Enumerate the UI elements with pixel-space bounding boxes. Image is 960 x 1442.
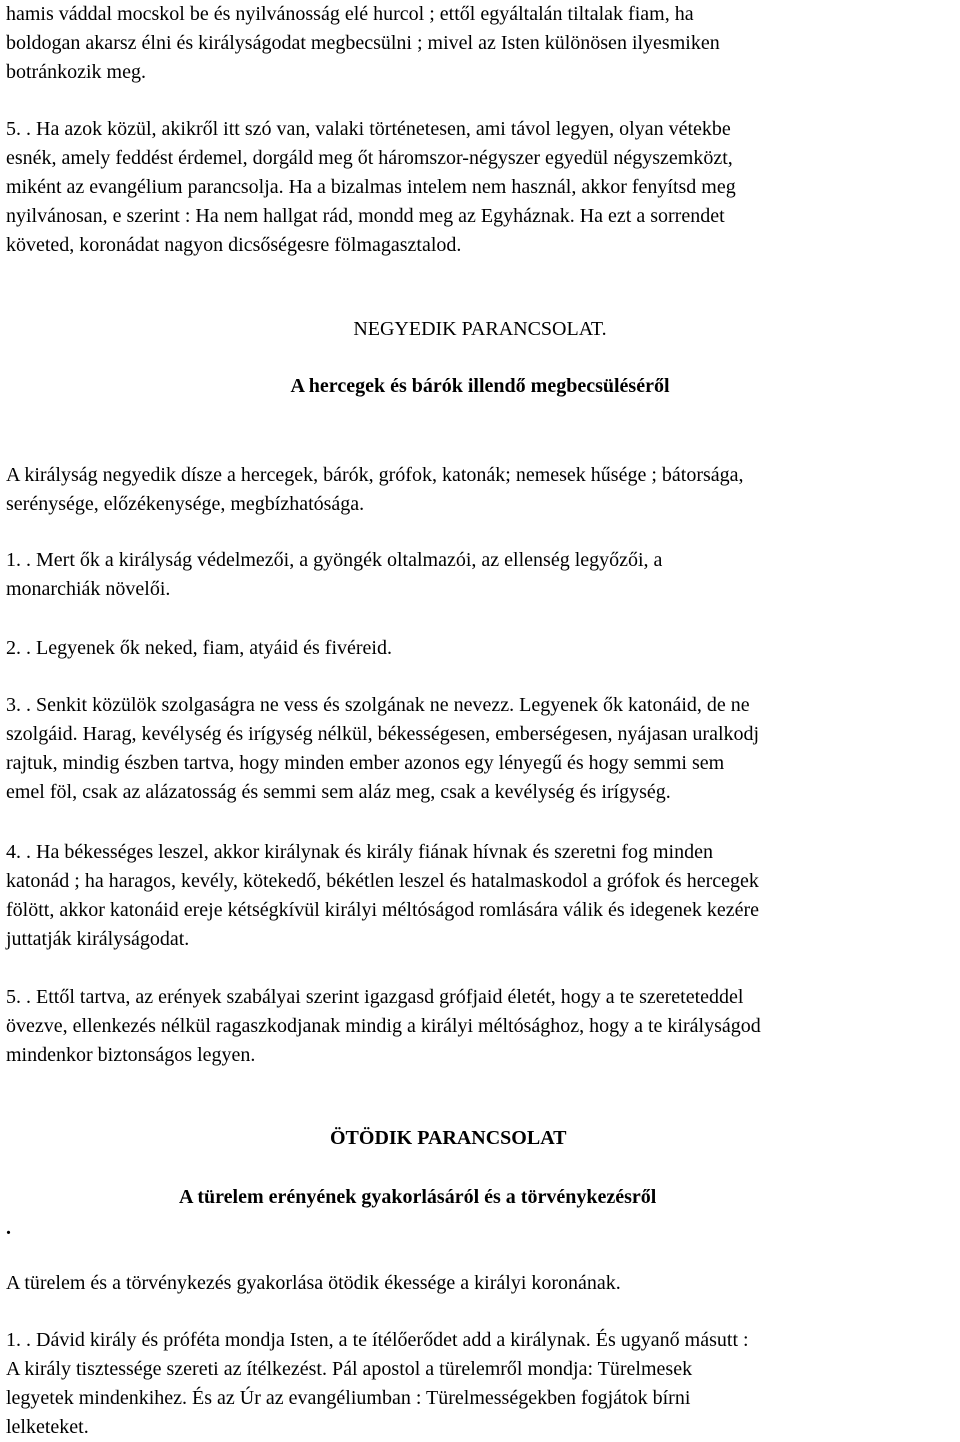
text-line: esnék, amely feddést érdemel, dorgáld meg őt háromszor-négyszer egyedül négyszemközt, bbox=[6, 147, 733, 169]
text-line: boldogan akarsz élni és királyságodat megbecsülni ; mivel az Isten különösen ilyesmiken bbox=[6, 32, 720, 54]
stray-dot: . bbox=[6, 1217, 11, 1239]
fifth-item-1-paragraph bbox=[6, 1326, 749, 1442]
text-line: 2. . Legyenek ők neked, fiam, atyáid és fivéreid. bbox=[6, 637, 392, 659]
text-line: katonád ; ha haragos, kevély, kötekedő, békétlen leszel és hatalmaskodol a grófok és hercegek bbox=[6, 870, 759, 892]
fourth-item-1-paragraph bbox=[6, 546, 662, 604]
text-line: 5. . Ettől tartva, az erények szabályai szerint igazgasd grófjaid életét, hogy a te szereteteddel bbox=[6, 986, 744, 1008]
fourth-item-3-paragraph bbox=[6, 691, 759, 807]
text-line: lelketeket. bbox=[6, 1416, 89, 1438]
text-line: hamis váddal mocskol be és nyilvánosság elé hurcol ; ettől egyáltalán tiltalak fiam, ha bbox=[6, 3, 694, 25]
text-line: szolgáid. Harag, kevélység és irígység nélkül, békességesen, emberségesen, nyájasan uralkodj bbox=[6, 723, 760, 745]
text-line: 1. . Dávid király és próféta mondja Isten, a te ítélőerődet add a királynak. És ugyanő másutt : bbox=[6, 1329, 749, 1351]
item-5-paragraph bbox=[6, 115, 736, 260]
text-line: emel föl, csak az alázatosság és semmi sem aláz meg, csak a kevélység és irígység. bbox=[6, 781, 671, 803]
fifth-commandment-title: ÖTÖDIK PARANCSOLAT bbox=[330, 1127, 567, 1149]
text-line: juttatják királyságodat. bbox=[6, 928, 190, 950]
fourth-item-2-paragraph bbox=[6, 634, 392, 663]
text-line: 4. . Ha békességes leszel, akkor királynak és király fiának hívnak és szeretni fog minden bbox=[6, 841, 713, 863]
text-line: A királyság negyedik dísze a hercegek, bárók, grófok, katonák; nemesek hűsége ; bátorsága, bbox=[6, 464, 744, 486]
text-line: fölött, akkor katonáid ereje kétségkívül királyi méltóságod romlására válik és idegenek kezére bbox=[6, 899, 760, 921]
text-line: legyetek mindenkihez. És az Úr az evangéliumban : Türelmességekben fogjátok bírni bbox=[6, 1387, 691, 1409]
text-line: A király tisztessége szereti az ítélkezést. Pál apostol a türelemről mondja: Türelmesek bbox=[6, 1358, 693, 1380]
intro-paragraph bbox=[6, 0, 720, 87]
text-line: 5. . Ha azok közül, akikről itt szó van, valaki történetesen, ami távol legyen, olyan vétekbe bbox=[6, 118, 731, 140]
text-line: 1. . Mert ők a királyság védelmezői, a gyöngék oltalmazói, az ellenség legyőzői, a bbox=[6, 549, 663, 571]
text-line: botránkozik meg. bbox=[6, 61, 146, 83]
fourth-commandment-title: NEGYEDIK PARANCSOLAT. bbox=[353, 318, 607, 340]
fourth-intro-paragraph bbox=[6, 461, 744, 519]
fifth-intro-paragraph bbox=[6, 1269, 621, 1298]
fourth-item-4-paragraph bbox=[6, 838, 759, 954]
text-line: 3. . Senkit közülök szolgaságra ne vess és szolgának ne nevezz. Legyenek ők katonáid, de ne bbox=[6, 694, 750, 716]
fourth-commandment-subtitle: A hercegek és bárók illendő megbecsüléséről bbox=[290, 375, 670, 397]
text-line: miként az evangélium parancsolja. Ha a bizalmas intelem nem használ, akkor fenyítsd meg bbox=[6, 176, 736, 198]
text-line: követed, koronádat nagyon dicsőségesre fölmagasztalod. bbox=[6, 234, 462, 256]
text-line: A türelem és a törvénykezés gyakorlása ötödik ékessége a királyi koronának. bbox=[6, 1272, 621, 1294]
fifth-commandment-subtitle: A türelem erényének gyakorlásáról és a törvénykezésről bbox=[179, 1186, 657, 1208]
text-line: monarchiák növelői. bbox=[6, 578, 171, 600]
text-line: rajtuk, mindig észben tartva, hogy minden ember azonos egy lényegű és hogy semmi sem bbox=[6, 752, 725, 774]
fourth-item-5-paragraph bbox=[6, 983, 761, 1070]
text-line: övezve, ellenkezés nélkül ragaszkodjanak mindig a királyi méltósághoz, hogy a te királyságod bbox=[6, 1015, 761, 1037]
text-line: serénysége, előzékenysége, megbízhatósága. bbox=[6, 493, 365, 515]
text-line: mindenkor biztonságos legyen. bbox=[6, 1044, 256, 1066]
text-line: nyilvánosan, e szerint : Ha nem hallgat rád, mondd meg az Egyháznak. Ha ezt a sorrendet bbox=[6, 205, 725, 227]
